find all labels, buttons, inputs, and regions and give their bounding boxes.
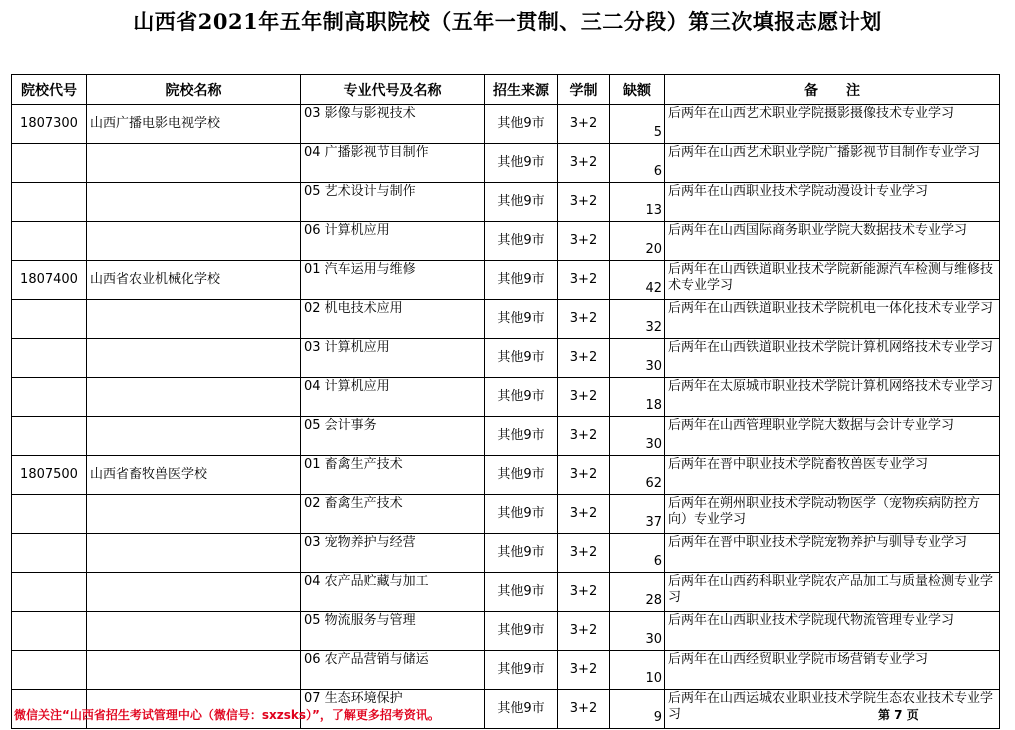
- remark-cell: 后两年在晋中职业技术学院畜牧兽医专业学习: [665, 456, 1000, 495]
- source-cell: 其他9市: [485, 144, 558, 183]
- system-cell: 3+2: [558, 183, 610, 222]
- vacancy-cell: 62: [610, 456, 665, 495]
- school-code-cell: [12, 144, 87, 183]
- vacancy-cell: 42: [610, 261, 665, 300]
- source-cell: 其他9市: [485, 651, 558, 690]
- system-cell: 3+2: [558, 534, 610, 573]
- vacancy-cell: 9: [610, 690, 665, 729]
- system-cell: 3+2: [558, 417, 610, 456]
- remark-cell: 后两年在山西职业技术学院现代物流管理专业学习: [665, 612, 1000, 651]
- table-row: [12, 573, 1000, 612]
- major-cell: 04 计算机应用: [301, 378, 485, 417]
- vacancy-cell: 30: [610, 417, 665, 456]
- table-row: [12, 495, 1000, 534]
- school-code-cell: [12, 183, 87, 222]
- vacancy-cell: 20: [610, 222, 665, 261]
- school-name-cell: 山西省畜牧兽医学校: [87, 456, 301, 495]
- school-code-cell: [12, 612, 87, 651]
- major-cell: 05 会计事务: [301, 417, 485, 456]
- vacancy-cell: 10: [610, 651, 665, 690]
- remark-cell: 后两年在山西铁道职业技术学院计算机网络技术专业学习: [665, 339, 1000, 378]
- school-code-cell: [12, 339, 87, 378]
- school-code-cell: [12, 573, 87, 612]
- major-cell: 02 机电技术应用: [301, 300, 485, 339]
- major-cell: 03 宠物养护与经营: [301, 534, 485, 573]
- table-row: [12, 534, 1000, 573]
- major-cell: 01 畜禽生产技术: [301, 456, 485, 495]
- system-cell: 3+2: [558, 651, 610, 690]
- page-number: 第 7 页: [878, 708, 919, 722]
- header-major: 专业代号及名称: [301, 75, 485, 105]
- table-row: [12, 300, 1000, 339]
- remark-cell: 后两年在山西药科职业学院农产品加工与质量检测专业学习: [665, 573, 1000, 612]
- wechat-notice: 微信关注“山西省招生考试管理中心（微信号：sxzsks）”，了解更多招考资讯。: [14, 708, 440, 722]
- source-cell: 其他9市: [485, 300, 558, 339]
- system-cell: 3+2: [558, 261, 610, 300]
- school-code-cell: 1807500: [12, 456, 87, 495]
- school-name-cell: [87, 573, 301, 612]
- source-cell: 其他9市: [485, 534, 558, 573]
- school-name-cell: [87, 183, 301, 222]
- table-row: [12, 261, 1000, 300]
- source-cell: 其他9市: [485, 261, 558, 300]
- table-row: [12, 105, 1000, 144]
- school-name-cell: [87, 651, 301, 690]
- school-name-cell: [87, 495, 301, 534]
- source-cell: 其他9市: [485, 339, 558, 378]
- remark-cell: 后两年在山西管理职业学院大数据与会计专业学习: [665, 417, 1000, 456]
- table-row: [12, 222, 1000, 261]
- system-cell: 3+2: [558, 105, 610, 144]
- vacancy-cell: 18: [610, 378, 665, 417]
- system-cell: 3+2: [558, 573, 610, 612]
- system-cell: 3+2: [558, 495, 610, 534]
- major-cell: 05 艺术设计与制作: [301, 183, 485, 222]
- major-cell: 03 计算机应用: [301, 339, 485, 378]
- remark-cell: 后两年在山西经贸职业学院市场营销专业学习: [665, 651, 1000, 690]
- system-cell: 3+2: [558, 300, 610, 339]
- vacancy-cell: 37: [610, 495, 665, 534]
- school-code-cell: [12, 417, 87, 456]
- table-row: [12, 144, 1000, 183]
- school-code-cell: [12, 222, 87, 261]
- source-cell: 其他9市: [485, 378, 558, 417]
- major-cell: 05 物流服务与管理: [301, 612, 485, 651]
- vacancy-cell: 6: [610, 144, 665, 183]
- major-cell: 01 汽车运用与维修: [301, 261, 485, 300]
- page-title: 山西省2021年五年制高职院校（五年一贯制、三二分段）第三次填报志愿计划: [133, 9, 882, 34]
- header-vacancy: 缺额: [610, 75, 665, 105]
- header-school-code: 院校代号: [12, 75, 87, 105]
- enrollment-plan-table: [11, 74, 1000, 729]
- table-row: [12, 378, 1000, 417]
- remark-cell: 后两年在太原城市职业技术学院计算机网络技术专业学习: [665, 378, 1000, 417]
- major-cell: 02 畜禽生产技术: [301, 495, 485, 534]
- table-header-row: [12, 75, 1000, 105]
- major-cell: 04 农产品贮藏与加工: [301, 573, 485, 612]
- school-code-cell: [12, 300, 87, 339]
- major-cell: 06 农产品营销与储运: [301, 651, 485, 690]
- vacancy-cell: 32: [610, 300, 665, 339]
- table-body: [12, 105, 1000, 729]
- source-cell: 其他9市: [485, 456, 558, 495]
- remark-cell: 后两年在山西艺术职业学院摄影摄像技术专业学习: [665, 105, 1000, 144]
- table-row: [12, 651, 1000, 690]
- header-remark: 备 注: [665, 75, 1000, 105]
- header-source: 招生来源: [485, 75, 558, 105]
- vacancy-cell: 6: [610, 534, 665, 573]
- system-cell: 3+2: [558, 144, 610, 183]
- source-cell: 其他9市: [485, 612, 558, 651]
- school-name-cell: [87, 612, 301, 651]
- remark-cell: 后两年在山西铁道职业技术学院机电一体化技术专业学习: [665, 300, 1000, 339]
- remark-cell: 后两年在朔州职业技术学院动物医学（宠物疾病防控方向）专业学习: [665, 495, 1000, 534]
- major-cell: 07 生态环境保护: [301, 690, 485, 729]
- vacancy-cell: 5: [610, 105, 665, 144]
- school-name-cell: [87, 378, 301, 417]
- header-system: 学制: [558, 75, 610, 105]
- school-name-cell: [87, 417, 301, 456]
- vacancy-cell: 28: [610, 573, 665, 612]
- remark-cell: 后两年在山西国际商务职业学院大数据技术专业学习: [665, 222, 1000, 261]
- system-cell: 3+2: [558, 222, 610, 261]
- school-name-cell: 山西广播电影电视学校: [87, 105, 301, 144]
- school-name-cell: [87, 144, 301, 183]
- table-row: [12, 183, 1000, 222]
- remark-cell: 后两年在山西职业技术学院动漫设计专业学习: [665, 183, 1000, 222]
- source-cell: 其他9市: [485, 183, 558, 222]
- school-name-cell: [87, 534, 301, 573]
- vacancy-cell: 30: [610, 339, 665, 378]
- school-code-cell: [12, 495, 87, 534]
- table-row: [12, 456, 1000, 495]
- source-cell: 其他9市: [485, 417, 558, 456]
- table-row: [12, 417, 1000, 456]
- system-cell: 3+2: [558, 612, 610, 651]
- table-row: [12, 612, 1000, 651]
- source-cell: 其他9市: [485, 105, 558, 144]
- system-cell: 3+2: [558, 456, 610, 495]
- school-code-cell: 1807400: [12, 261, 87, 300]
- remark-cell: 后两年在山西艺术职业学院广播影视节目制作专业学习: [665, 144, 1000, 183]
- school-name-cell: [87, 300, 301, 339]
- school-code-cell: 1807300: [12, 105, 87, 144]
- school-code-cell: [12, 534, 87, 573]
- vacancy-cell: 30: [610, 612, 665, 651]
- remark-cell: 后两年在晋中职业技术学院宠物养护与驯导专业学习: [665, 534, 1000, 573]
- source-cell: 其他9市: [485, 222, 558, 261]
- major-cell: 04 广播影视节目制作: [301, 144, 485, 183]
- vacancy-cell: 13: [610, 183, 665, 222]
- remark-cell: 后两年在山西铁道职业技术学院新能源汽车检测与维修技术专业学习: [665, 261, 1000, 300]
- header-school-name: 院校名称: [87, 75, 301, 105]
- system-cell: 3+2: [558, 378, 610, 417]
- school-code-cell: [12, 378, 87, 417]
- source-cell: 其他9市: [485, 495, 558, 534]
- table-row: [12, 339, 1000, 378]
- remark-cell: 后两年在山西运城农业职业技术学院生态农业技术专业学习: [665, 690, 1000, 729]
- major-cell: 06 计算机应用: [301, 222, 485, 261]
- system-cell: 3+2: [558, 339, 610, 378]
- source-cell: 其他9市: [485, 690, 558, 729]
- major-cell: 03 影像与影视技术: [301, 105, 485, 144]
- school-name-cell: [87, 339, 301, 378]
- source-cell: 其他9市: [485, 573, 558, 612]
- system-cell: 3+2: [558, 690, 610, 729]
- school-code-cell: [12, 651, 87, 690]
- school-name-cell: [87, 222, 301, 261]
- school-name-cell: 山西省农业机械化学校: [87, 261, 301, 300]
